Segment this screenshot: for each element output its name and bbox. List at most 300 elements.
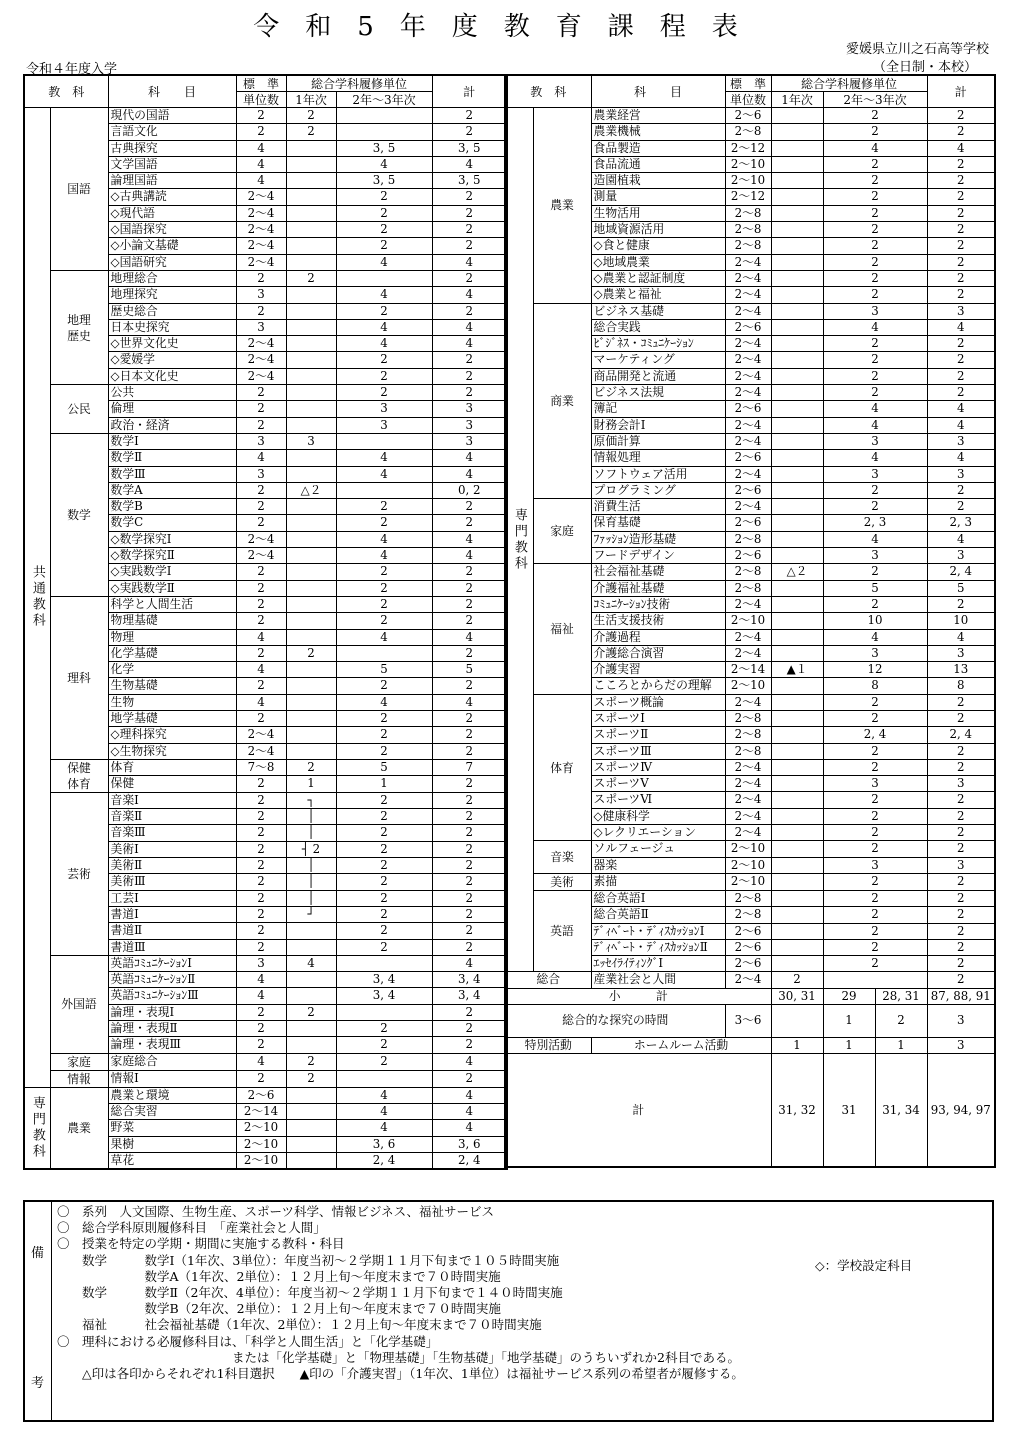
y23-cell: 2 (336, 874, 432, 890)
subject-cell: 食品流通 (591, 156, 725, 172)
y23-cell: 4 (823, 531, 927, 547)
subject-cell: 地理総合 (108, 270, 236, 286)
y23-cell: 2 (336, 222, 432, 238)
header-units: 単位数 (725, 92, 771, 108)
y23-cell: 2 (336, 678, 432, 694)
y1-cell (286, 923, 336, 939)
total-cell: 3 (927, 776, 995, 792)
standard-cell: 2 (236, 890, 286, 906)
y23-cell: 2 (336, 189, 432, 205)
standard-cell: 2～8 (725, 124, 771, 140)
y1-cell (771, 710, 823, 726)
standard-cell: 2～6 (725, 956, 771, 972)
table-row (24, 433, 507, 449)
standard-cell: 4 (236, 156, 286, 172)
standard-cell: 2～4 (725, 499, 771, 515)
standard-cell: 2 (236, 385, 286, 401)
y1-cell: ┐ (286, 792, 336, 808)
standard-cell: 2～14 (236, 1103, 286, 1119)
subject-cell: 物理基礎 (108, 613, 236, 629)
total-cell: 2 (927, 222, 995, 238)
subject-cell: 総合英語Ⅰ (591, 890, 725, 906)
total-cell: 2 (432, 890, 507, 906)
total-cell: 13 (927, 662, 995, 678)
standard-cell: 2～4 (725, 466, 771, 482)
standard-cell: 2～12 (725, 140, 771, 156)
subject-cell: 英語ｺﾐｭﾆｹｰｼｮﾝⅡ (108, 972, 236, 988)
total-cell: 2 (927, 825, 995, 841)
y1-cell (286, 222, 336, 238)
y1-cell: 2 (286, 1053, 336, 1070)
table-row (505, 972, 995, 988)
subject-cell: スポーツⅥ (591, 792, 725, 808)
standard-cell: 2～4 (725, 596, 771, 612)
y23-cell: 3, 5 (336, 173, 432, 189)
y23-cell: 3 (336, 417, 432, 433)
y23-cell: 12 (823, 662, 927, 678)
total-cell: 4 (432, 466, 507, 482)
standard-cell: 2 (236, 1021, 286, 1037)
standard-cell: 2～8 (725, 222, 771, 238)
subject-cell: 数学B (108, 499, 236, 515)
y1-cell: 2 (286, 124, 336, 140)
kyouka-cell: 国語 (50, 108, 108, 271)
total-cell: 2 (927, 189, 995, 205)
standard-cell: 2～4 (236, 189, 286, 205)
standard-cell: 2～10 (725, 873, 771, 890)
note-line: または「化学基礎」と「物理基礎」「生物基礎」「地学基礎」のうちいずれか2科目である。 (57, 1349, 740, 1365)
category-special: 専門教科 (24, 1087, 50, 1169)
standard-cell: 2～4 (236, 531, 286, 547)
y23-cell: 2 (336, 613, 432, 629)
y1-cell (771, 808, 823, 824)
y1-cell (286, 319, 336, 335)
y1-cell (771, 319, 823, 335)
subject-cell: 音楽Ⅲ (108, 825, 236, 841)
y23-cell: 4 (823, 319, 927, 335)
y1-cell (286, 939, 336, 955)
y23-cell: 2 (823, 825, 927, 841)
y1-cell (771, 189, 823, 205)
standard-cell: 2 (236, 923, 286, 939)
subject-cell: 美術Ⅱ (108, 858, 236, 874)
table-row (24, 759, 507, 776)
standard-cell: 2 (236, 124, 286, 140)
subject-cell: 倫理 (108, 401, 236, 417)
note-line: 数学 数学Ⅰ（1年次、3単位）：年度当初～２学期１１月下旬まで１０５時間実施 (57, 1252, 560, 1268)
subject-cell: 英語ｺﾐｭﾆｹｰｼｮﾝⅢ (108, 988, 236, 1004)
standard-cell: 3 (236, 466, 286, 482)
y23-cell: 3, 6 (336, 1136, 432, 1152)
standard-cell: 2 (236, 906, 286, 922)
total-cell: 4 (432, 955, 507, 971)
table-row (24, 108, 507, 124)
standard-cell: 2～4 (725, 287, 771, 303)
standard-cell: 4 (236, 1053, 286, 1070)
y1-cell (286, 450, 336, 466)
y23-cell: 3, 5 (336, 140, 432, 156)
y23-cell: 2 (823, 270, 927, 286)
y23-cell: 2, 4 (336, 1152, 432, 1169)
subject-cell: 農業機械 (591, 124, 725, 140)
y1-cell (286, 1136, 336, 1152)
y1-cell (771, 907, 823, 923)
y23-cell: 4 (336, 450, 432, 466)
y23-cell: 4 (823, 140, 927, 156)
total-cell: 2 (432, 124, 507, 140)
total-cell: 2 (432, 710, 507, 726)
total-cell: 4 (927, 629, 995, 645)
standard-cell: 3 (236, 287, 286, 303)
subject-cell: ◇農業と福祉 (591, 287, 725, 303)
subject-cell: 数学A (108, 482, 236, 498)
standard-cell: 2～4 (236, 727, 286, 743)
y1-cell (286, 580, 336, 596)
y1-cell (771, 939, 823, 955)
kyouka-cell: 音楽 (533, 841, 591, 874)
total-cell: 2 (927, 499, 995, 515)
total-cell: 2 (927, 710, 995, 726)
subject-cell: 工芸Ⅰ (108, 890, 236, 906)
total-cell: 2, 4 (927, 564, 995, 580)
total-cell: 2 (432, 385, 507, 401)
y1-cell: 2 (771, 972, 823, 988)
standard-cell: 2～8 (725, 890, 771, 906)
y1-cell (771, 450, 823, 466)
subject-cell: 地域資源活用 (591, 222, 725, 238)
y23-cell: 3 (823, 548, 927, 564)
total-cell: 3, 6 (432, 1136, 507, 1152)
kyouka-cell: 美術 (533, 873, 591, 890)
subject-cell: 総合実践 (591, 319, 725, 335)
subject-cell: ﾌｧｯｼｮﾝ造形基礎 (591, 531, 725, 547)
y23-cell: 2 (336, 939, 432, 955)
y23-cell: 3 (823, 466, 927, 482)
total-cell: 3 (432, 417, 507, 433)
total-cell: 3 (927, 433, 995, 449)
standard-cell: 2～4 (725, 808, 771, 824)
standard-cell: 2～12 (725, 189, 771, 205)
total-cell: 2 (432, 923, 507, 939)
standard-cell: 2～4 (725, 825, 771, 841)
standard-cell: 2～8 (725, 743, 771, 759)
y23-cell: 4 (336, 694, 432, 710)
subject-cell: ビジネス法規 (591, 385, 725, 401)
total-cell: 10 (927, 613, 995, 629)
y1-cell (286, 564, 336, 580)
total-cell: 4 (432, 694, 507, 710)
y23-cell: 2 (823, 564, 927, 580)
total-cell: 2 (927, 156, 995, 172)
subject-cell: 日本史探究 (108, 319, 236, 335)
header-units: 単位数 (236, 92, 286, 108)
y23-cell: 2 (823, 956, 927, 972)
subject-cell: ｺﾐｭﾆｹｰｼｮﾝ技術 (591, 596, 725, 612)
y1-cell (286, 678, 336, 694)
kyouka-cell: 家庭 (50, 1053, 108, 1070)
y23-cell: 2 (823, 939, 927, 955)
subject-cell: スポーツⅠ (591, 710, 725, 726)
y1-cell (286, 254, 336, 270)
y1-cell (771, 173, 823, 189)
y1-cell: │ (286, 890, 336, 906)
header-y23: 2年～3年次 (823, 92, 927, 108)
total-cell: 2 (432, 352, 507, 368)
total-cell: 3, 5 (432, 173, 507, 189)
standard-cell: 4 (236, 140, 286, 156)
subject-cell: ◇健康科学 (591, 808, 725, 824)
y23-cell (336, 1004, 432, 1020)
y1-cell (771, 254, 823, 270)
standard-cell: 2～6 (725, 450, 771, 466)
standard-cell: 4 (236, 629, 286, 645)
y1-cell (286, 531, 336, 547)
subject-cell: ソルフェージュ (591, 841, 725, 857)
standard-cell: 2 (236, 825, 286, 841)
y1-cell: △２ (286, 482, 336, 498)
header-kei: 計 (927, 75, 995, 108)
standard-cell: 2～6 (725, 401, 771, 417)
y1-cell (771, 873, 823, 890)
y1-cell (771, 956, 823, 972)
subtotal-y1: 30, 31 (771, 988, 823, 1004)
total-cell: 2 (432, 906, 507, 922)
total-cell: 7 (432, 759, 507, 776)
standard-cell: 2～4 (725, 972, 771, 988)
subject-cell: 論理・表現Ⅲ (108, 1037, 236, 1053)
subtotal-y2: 29 (823, 988, 875, 1004)
y1-cell (771, 385, 823, 401)
note-line: 数学B（2年次、2単位）：１２月上旬～年度末まで７０時間実施 (57, 1301, 501, 1317)
y23-cell (336, 645, 432, 661)
table-row (505, 499, 995, 515)
subject-cell: 音楽Ⅰ (108, 792, 236, 808)
y23-cell: 2 (336, 890, 432, 906)
y1-cell: 2 (286, 1070, 336, 1087)
standard-cell: 2～10 (725, 678, 771, 694)
note-line: 数学 数学Ⅱ（2年次、4単位）：年度当初～２学期１１月下旬まで１４０時間実施 (57, 1285, 563, 1301)
subject-cell: 文学国語 (108, 156, 236, 172)
subject-cell: 英語ｺﾐｭﾆｹｰｼｮﾝⅠ (108, 955, 236, 971)
y1-cell: ▲１ (771, 662, 823, 678)
total-cell: 2 (432, 596, 507, 612)
y23-cell: 2 (823, 352, 927, 368)
subject-cell: 生活支援技術 (591, 613, 725, 629)
homeroom-total: 3 (927, 1038, 995, 1054)
y23-cell: 2 (823, 808, 927, 824)
total-cell: 3 (927, 303, 995, 319)
total-cell: 2 (927, 336, 995, 352)
standard-cell: 2～4 (725, 368, 771, 384)
subject-cell: 消費生活 (591, 499, 725, 515)
subject-cell: ◇現代語 (108, 205, 236, 221)
total-cell: 2 (927, 907, 995, 923)
y23-cell: 2 (336, 825, 432, 841)
total-cell: 2 (432, 613, 507, 629)
y23-cell: 4 (336, 254, 432, 270)
y1-cell (286, 401, 336, 417)
subject-cell: 書道Ⅰ (108, 906, 236, 922)
notes-key: ◇：学校設定科目 (815, 1258, 913, 1273)
y23-cell: 4 (823, 450, 927, 466)
y23-cell: 2 (823, 108, 927, 124)
y1-cell: 2 (286, 645, 336, 661)
y23-cell: 3 (823, 776, 927, 792)
header-hyoujun: 標 準 (725, 75, 771, 92)
y23-cell: 4 (336, 629, 432, 645)
subject-cell: フードデザイン (591, 548, 725, 564)
y1-cell (771, 336, 823, 352)
tankyu-std: 3～6 (725, 1005, 771, 1038)
note-line: 〇 総合学科原則履修科目 「産業社会と人間」 (57, 1220, 326, 1236)
kyouka-cell: 農業 (50, 1087, 108, 1169)
y23-cell: 2 (823, 336, 927, 352)
homeroom-y1: 1 (771, 1038, 823, 1054)
standard-cell: 2～4 (725, 336, 771, 352)
total-cell: 5 (432, 662, 507, 678)
total-cell: 2 (432, 858, 507, 874)
y23-cell: 2 (823, 124, 927, 140)
standard-cell: 2～6 (725, 515, 771, 531)
standard-cell: 2～8 (725, 710, 771, 726)
standard-cell: 2～4 (236, 368, 286, 384)
subject-cell: スポーツⅢ (591, 743, 725, 759)
subject-cell: ｴｯｾｲﾗｲﾃｨﾝｸﾞⅠ (591, 956, 725, 972)
kyouka-cell: 福祉 (533, 564, 591, 694)
school-sub: （全日制・本校） (872, 60, 977, 75)
table-row (505, 303, 995, 319)
subject-cell: ◇レクリエーション (591, 825, 725, 841)
subject-cell: 化学基礎 (108, 645, 236, 661)
y1-cell (771, 825, 823, 841)
total-cell: 4 (432, 450, 507, 466)
table-row (505, 873, 995, 890)
standard-cell: 2～4 (236, 254, 286, 270)
total-cell: 4 (432, 156, 507, 172)
y1-cell (771, 759, 823, 775)
standard-cell: 2～4 (725, 433, 771, 449)
y1-cell: 2 (286, 759, 336, 776)
y1-cell (286, 548, 336, 564)
table-row (505, 564, 995, 580)
y1-cell (286, 173, 336, 189)
total-cell: 4 (432, 336, 507, 352)
subject-cell: 農業経営 (591, 108, 725, 124)
total-cell: 2 (432, 1070, 507, 1087)
y23-cell: 2 (823, 890, 927, 906)
total-cell: 2 (927, 352, 995, 368)
y23-cell: 2 (823, 222, 927, 238)
standard-cell: 2 (236, 1004, 286, 1020)
standard-cell: 2～8 (725, 580, 771, 596)
grand-total-label: 計 (505, 1054, 771, 1168)
y23-cell: 2 (336, 564, 432, 580)
y23-cell (336, 482, 432, 498)
standard-cell: 2 (236, 809, 286, 825)
y1-cell (286, 629, 336, 645)
y23-cell: 2 (823, 368, 927, 384)
total-cell: 2 (432, 645, 507, 661)
y23-cell: 3 (823, 645, 927, 661)
y23-cell: 4 (823, 417, 927, 433)
standard-cell: 2～10 (725, 857, 771, 873)
total-cell: 2 (432, 189, 507, 205)
y23-cell: 2, 4 (823, 727, 927, 743)
y1-cell (771, 548, 823, 564)
total-cell: 4 (432, 287, 507, 303)
y1-cell (771, 108, 823, 124)
note-line: △印は各印からそれぞれ1科目選択 ▲印の「介護実習」（1年次、1単位）は福祉サービス系列の希望者が履修する。 (57, 1366, 744, 1382)
standard-cell: 2 (236, 613, 286, 629)
total-cell: 2 (432, 499, 507, 515)
y23-cell: 2 (823, 907, 927, 923)
y23-cell: 2 (823, 287, 927, 303)
y1-cell: ┤ 2 (286, 841, 336, 857)
subject-cell: 音楽Ⅱ (108, 809, 236, 825)
subject-cell: 論理・表現Ⅰ (108, 1004, 236, 1020)
homeroom-label: ホームルーム活動 (591, 1038, 771, 1054)
subject-cell: 言語文化 (108, 124, 236, 140)
enrollment-year: 令和４年度入学 (26, 62, 118, 77)
category-special: 専門教科 (505, 108, 533, 972)
subject-cell: 社会福祉基礎 (591, 564, 725, 580)
y1-cell (771, 841, 823, 857)
y1-cell: △２ (771, 564, 823, 580)
total-cell: 4 (432, 254, 507, 270)
total-cell: 2 (432, 939, 507, 955)
kyouka-cell: 地理 歴史 (50, 270, 108, 384)
y1-cell (771, 124, 823, 140)
y1-cell (286, 694, 336, 710)
standard-cell: 2～4 (725, 352, 771, 368)
subject-cell: 食品製造 (591, 140, 725, 156)
y1-cell (286, 352, 336, 368)
y1-cell (286, 972, 336, 988)
standard-cell: 2～4 (236, 222, 286, 238)
total-cell: 4 (927, 401, 995, 417)
subject-cell: 書道Ⅱ (108, 923, 236, 939)
y1-cell (771, 645, 823, 661)
subject-cell: ◇数学探究Ⅱ (108, 548, 236, 564)
y23-cell: 2 (336, 906, 432, 922)
y23-cell: 3 (336, 401, 432, 417)
y1-cell (771, 303, 823, 319)
standard-cell: 3 (236, 319, 286, 335)
subject-cell: 政治・経済 (108, 417, 236, 433)
y1-cell (286, 466, 336, 482)
subject-cell: ◇愛媛学 (108, 352, 236, 368)
subject-cell: ◇数学探究Ⅰ (108, 531, 236, 547)
standard-cell: 2 (236, 939, 286, 955)
y1-cell (771, 222, 823, 238)
notes-section (23, 1200, 994, 1422)
subject-cell: ◇世界文化史 (108, 336, 236, 352)
y1-cell (771, 499, 823, 515)
standard-cell: 4 (236, 694, 286, 710)
standard-cell: 2 (236, 792, 286, 808)
total-cell: 5 (927, 580, 995, 596)
grand-total-y1: 31, 32 (771, 1054, 823, 1168)
y23-cell: 10 (823, 613, 927, 629)
header-kamoku: 科 目 (108, 75, 236, 108)
subject-cell: 情報処理 (591, 450, 725, 466)
y1-cell (771, 287, 823, 303)
total-cell: 3, 4 (432, 988, 507, 1004)
total-cell: 2 (927, 743, 995, 759)
y1-cell: │ (286, 874, 336, 890)
subject-cell: こころとからだの理解 (591, 678, 725, 694)
y1-cell (771, 238, 823, 254)
